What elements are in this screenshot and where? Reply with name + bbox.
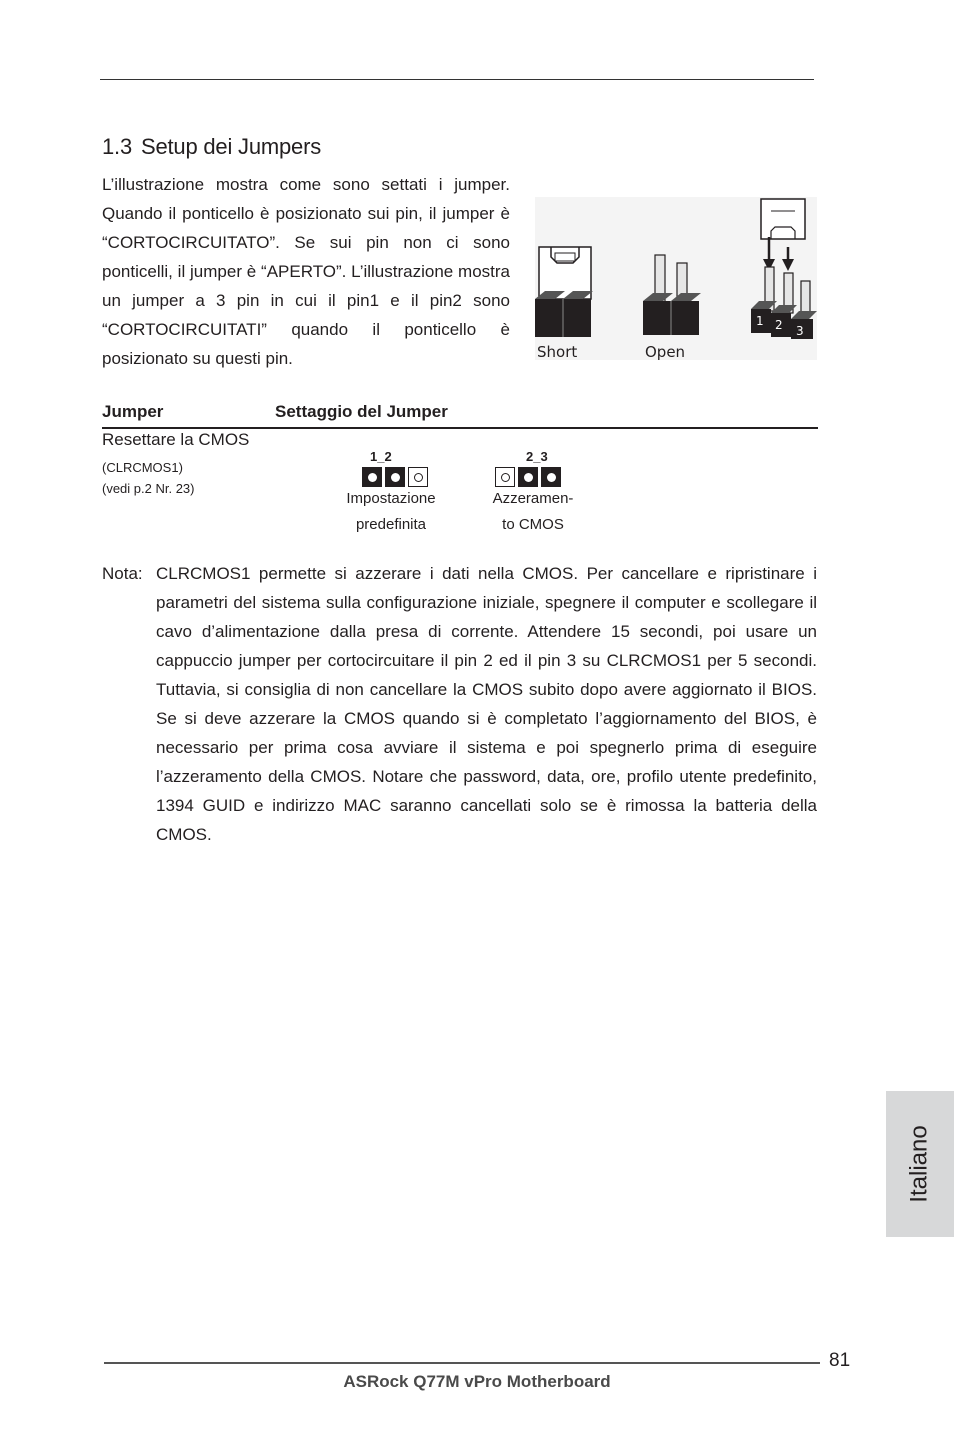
setting-default-pins: 1_2 [370, 449, 392, 464]
pin-shorted [541, 467, 561, 487]
pin-shorted [362, 467, 382, 487]
setting-clear [483, 449, 583, 538]
open-jumper-graphic [643, 255, 701, 335]
jumper-illustration [535, 197, 817, 360]
bottom-rule [104, 1362, 820, 1364]
open-label: Open [645, 343, 686, 360]
setting-default-caption-2: predefinita [355, 516, 427, 533]
three-pin-jumper-graphic [751, 199, 817, 339]
pin-number-3: 3 [796, 324, 804, 338]
language-tab-text: Italiano [906, 1125, 934, 1203]
pin-shorted [518, 467, 538, 487]
table-header-rule [102, 427, 818, 429]
top-rule [100, 79, 814, 80]
setting-clear-caption-2: to CMOS [502, 516, 564, 533]
jumper-1-2-diagram [362, 467, 441, 487]
pin-number-1: 1 [756, 314, 764, 328]
setting-default [341, 449, 441, 538]
pin-open [408, 467, 428, 487]
pin-open [495, 467, 515, 487]
pin-number-2: 2 [775, 318, 783, 332]
table-header-setting: Settaggio del Jumper [275, 402, 448, 421]
footer-product-name: ASRock Q77M vPro Motherboard [343, 1372, 611, 1391]
note-label: Nota: [102, 564, 143, 583]
setting-default-caption-1: Impostazione [346, 490, 436, 507]
short-jumper-graphic [535, 247, 593, 337]
intro-paragraph [102, 170, 510, 373]
note-text: CLRCMOS1 permette si azzerare i dati nella CMOS. Per cancellare e ripristinare i parametri del sistema sulla configurazione iniziale, spegnere il computer e scollegare il cavo d’alimentazione dalla presa di corrente. Attendere 15 secondi, poi usare un cappuccio jumper per cortocircuitare il pin 2 ed il pin 3 su CLRCMOS1 per 5 secondi. Tuttavia, si consiglia di non cancellare la CMOS subito dopo avere aggiornato il BIOS. Se si deve azzerare la CMOS quando si è completato l’aggiornamento del BIOS, è necessario per prima cosa avviare il sistema e poi spegnerlo prima di eseguire l’azzeramento della CMOS. Notare che password, data, ore, profilo utente predefinito, 1394 GUID e indirizzo MAC saranno cancellati solo se è rimossa la batteria della CMOS. [156, 564, 817, 844]
row-jumper-id: (CLRCMOS1) [102, 460, 183, 475]
pin-shorted [385, 467, 405, 487]
jumper-illustration-svg [535, 197, 817, 360]
language-tab-label [886, 1091, 954, 1237]
section-number: 1.3 [102, 134, 132, 159]
setting-clear-caption-1: Azzeramen- [492, 490, 574, 507]
row-jumper-name: Resettare la CMOS [102, 430, 250, 449]
page-number: 81 [829, 1350, 851, 1371]
section-title [102, 134, 321, 160]
jumper-2-3-diagram [495, 467, 583, 487]
setting-clear-pins: 2_3 [526, 449, 548, 464]
row-jumper-reference: (vedi p.2 Nr. 23) [102, 481, 195, 496]
short-label: Short [537, 343, 578, 360]
intro-text: L’illustrazione mostra come sono settati i jumper. Quando il ponticello è posizionato sui pin, il jumper è “CORTOCIRCUITATO”. Se sui pin non ci sono ponticelli, il jumper è “APERTO”. L’illustrazione mostra un jumper a 3 pin in cui il pin1 e il pin2 sono “CORTOCIRCUITATI” quando il ponticello è posizionato su questi pin. [102, 175, 510, 368]
table-header-jumper: Jumper [102, 402, 164, 421]
section-title-text: Setup dei Jumpers [140, 134, 322, 159]
